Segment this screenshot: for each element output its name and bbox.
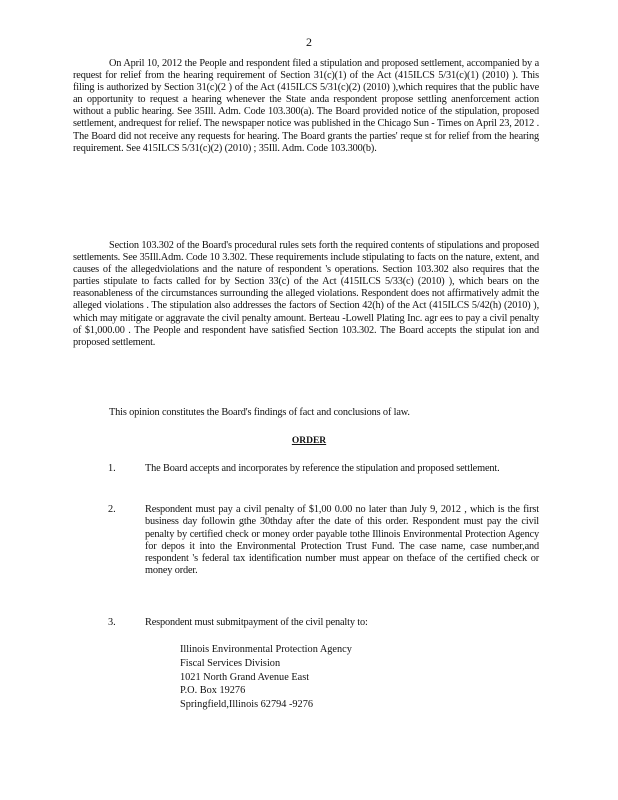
address-line-division: Fiscal Services Division xyxy=(180,657,281,669)
paragraph-text: On April 10, 2012 the People and respondent filed a stipulation and proposed settlement, accompanied by a request for relief from the hearing requirement of Section 31(c)(1) of the Act (415ILCS 5/31(c)(1) (2010) ). This filing is authorized by Section 31(c)(2 ) of the Act (415ILCS 5/31(c)(2) (2010) ),which requires that the public have an opportunity to request a hearing whenever the State anda respondent propose settling anenforcement action without a public hearing. See 35Ill. Adm. Code 103.300(a). The Board provided notice of the stipulation, proposed settlement, andrequest for relief. The newspaper notice was published in the Chicago Sun - Times on April 23, 2012 . The Board did not receive any requests for hearing. The Board grants the parties' reque st for relief from the hearing requirement. See 415ILCS 5/31(c)(2) (2010) ; 35Ill. Adm. Code 103.300(b). xyxy=(73,58,539,154)
address-line-po-box: P.O. Box 19276 xyxy=(180,685,246,697)
order-item-number: 2. xyxy=(108,504,116,515)
order-item-number: 1. xyxy=(108,463,116,474)
paragraph-findings xyxy=(73,407,539,419)
paragraph-text: This opinion constitutes the Board's findings of fact and conclusions of law. xyxy=(109,407,410,418)
address-line-street: 1021 North Grand Avenue East xyxy=(180,671,310,683)
paragraph-text: Section 103.302 of the Board's procedural rules sets forth the required contents of stipulations and proposed settlements. See 35Ill.Adm. Code 10 3.302. These requirements include stipulating to facts on the nature, extent, and causes of the allegedviolations and the nature of respondent 's operations. Section 103.302 also requires that the parties stipulate to facts called for by Section 33(c) of the Act (415ILCS 5/33(c) (2010) ), which bears on the reasonableness of the circumstances surrounding the alleged violations. Respondent does not affirmatively admit the alleged violations . The stipulation also addresses the factors of Section 42(h) of the Act (415ILCS 5/42(h) (2010) ), which may mitigate or aggravate the civil penalty amount. Berteau -Lowell Plating Inc. agr ees to pay a civil penalty of $1,000.00 . The People and respondent have satisfied Section 103.302. The Board accepts the stipulat ion and proposed settlement. xyxy=(73,240,539,348)
order-heading: ORDER xyxy=(291,436,327,446)
address-line-city: Springfield,Illinois 62794 -9276 xyxy=(180,699,313,711)
order-item-text: Respondent must pay a civil penalty of $1,00 0.00 no later than July 9, 2012 , which is the first business day followin gthe 30thday after the date of this order. Respondent must pay the civil penalty by certified check or money order payable tothe Illinois Environmental Protection Agency for depos it into the Environmental Protection Trust Fund. The case name, case number,and respondent 's federal tax identification number must appear on theface of the certified check or money order. xyxy=(145,504,539,577)
paragraph-section-103-302 xyxy=(73,240,539,349)
page-number: 2 xyxy=(306,35,312,49)
paragraph-stipulation xyxy=(73,58,539,155)
payment-address xyxy=(180,643,352,712)
order-item-text: The Board accepts and incorporates by reference the stipulation and proposed settlement. xyxy=(145,463,500,474)
address-line-agency: Illinois Environmental Protection Agency xyxy=(180,644,352,655)
order-item-text: Respondent must submitpayment of the civil penalty to: xyxy=(145,617,368,628)
order-item-number: 3. xyxy=(108,617,116,628)
